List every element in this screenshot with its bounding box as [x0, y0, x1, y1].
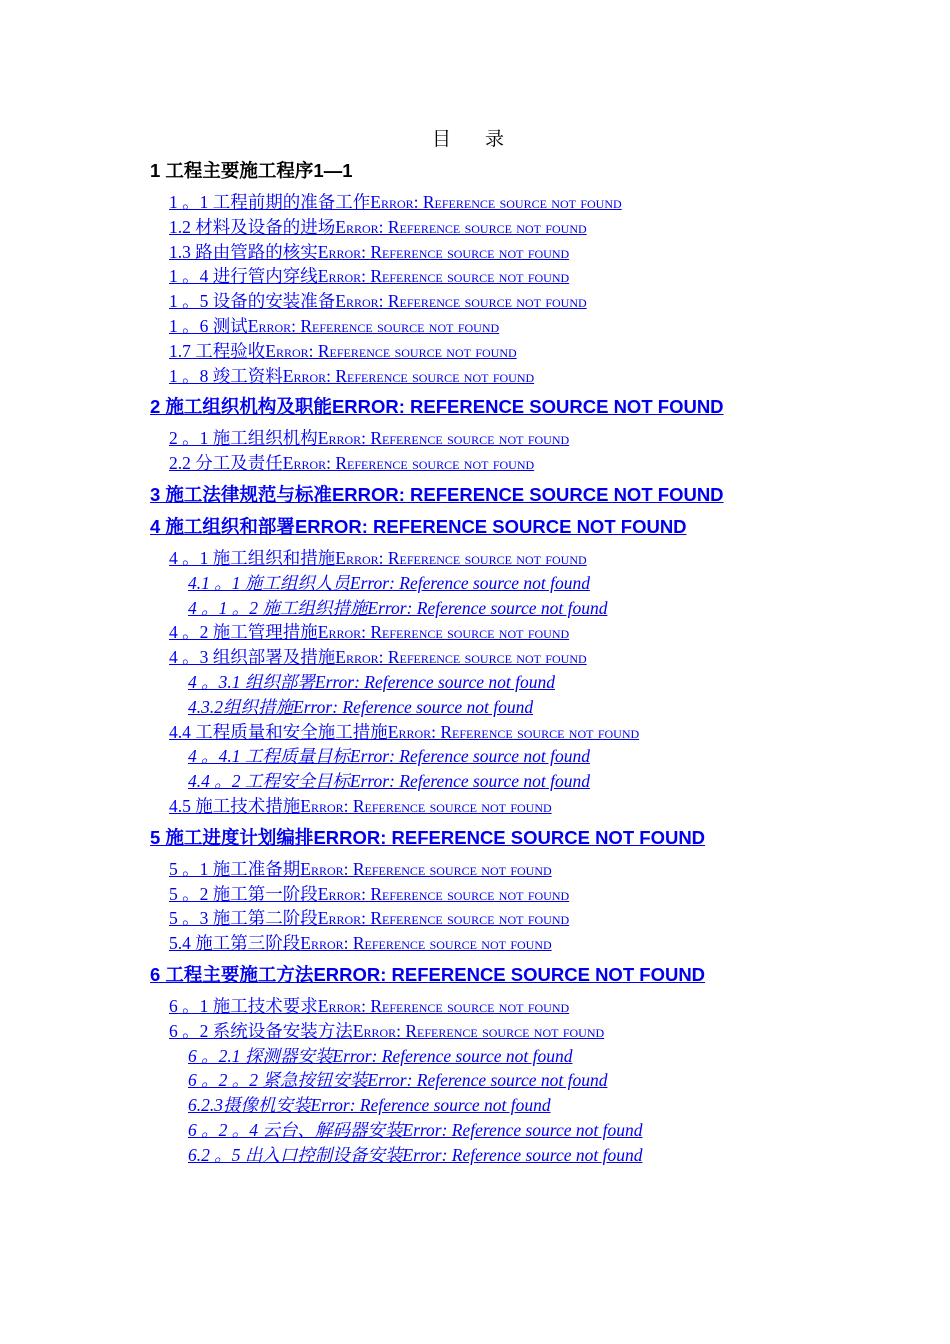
toc-entry-reference: Error: Reference source not found — [300, 933, 552, 954]
toc-entry-level2[interactable] — [150, 720, 910, 745]
toc-entry-label: 5 。1 施工准备期 — [169, 858, 301, 879]
toc-entry-label: 4.5 施工技术措施 — [169, 795, 301, 816]
toc-entry-level3[interactable] — [150, 596, 910, 621]
toc-entry-level3[interactable] — [150, 1093, 910, 1118]
toc-entry-label: 4.3.2组织措施 — [188, 696, 293, 717]
toc-entry-level1[interactable] — [150, 394, 910, 420]
toc-entry-label: 4 。4.1 工程质量目标 — [188, 746, 350, 767]
toc-entry-reference: Error: Reference source not found — [265, 340, 517, 361]
toc-entry-reference: Error: Reference source not found — [314, 671, 555, 692]
toc-entry-reference: Error: Reference source not found — [317, 883, 570, 904]
toc-entry-label: 6 。2.1 探测器安装 — [188, 1045, 333, 1066]
toc-entry-reference: Error: Reference source not found — [317, 908, 570, 929]
toc-entry-reference: Error: Reference source not found — [402, 1119, 643, 1140]
toc-entry-label: 6.2 。5 出入口控制设备安装 — [188, 1144, 403, 1165]
toc-entry-level2[interactable] — [150, 264, 910, 289]
toc-entry-reference: Error: Reference source not found — [367, 1070, 608, 1091]
toc-entry-reference: Error: Reference source not found — [349, 771, 590, 792]
toc-entry-label: 6 。2 。4 云台、解码器安装 — [188, 1119, 403, 1140]
toc-entry-label: 5 。2 施工第一阶段 — [169, 883, 318, 904]
toc-entry-label: 2 。1 施工组织机构 — [169, 428, 318, 449]
toc-entry-label: 4 。3 组织部署及措施 — [169, 647, 336, 668]
toc-entry-label: 3 施工法律规范与标准 — [150, 483, 332, 505]
toc-entry-level2[interactable] — [150, 620, 910, 645]
toc-entry-reference: Error: Reference source not found — [300, 795, 552, 816]
toc-entry-level1[interactable] — [150, 482, 910, 508]
toc-entry-level2[interactable] — [150, 339, 910, 364]
toc-entry-reference: Error: Reference source not found — [247, 315, 500, 336]
toc-entry-level3[interactable] — [150, 1044, 910, 1069]
toc-entry-label: 4.4 。2 工程安全目标 — [188, 771, 350, 792]
toc-entry-level3[interactable] — [150, 695, 910, 720]
toc-entry-level3[interactable] — [150, 1068, 910, 1093]
toc-entry-label: 1 。6 测试 — [169, 315, 248, 336]
toc-entry-level2[interactable] — [150, 546, 910, 571]
toc-entry-label: 6.2.3摄像机安装 — [188, 1095, 311, 1116]
toc-entry-level2[interactable] — [150, 289, 910, 314]
toc-entry-label: 1.2 材料及设备的进场 — [169, 216, 336, 237]
toc-entry-reference: Error: Reference source not found — [317, 995, 570, 1016]
toc-entry-reference: Error: Reference source not found — [387, 721, 640, 742]
toc-entry-reference: Error: Reference source not found — [352, 1020, 605, 1041]
toc-entry-reference: ERROR: REFERENCE SOURCE NOT FOUND — [294, 515, 687, 537]
toc-title: 目 录 — [431, 128, 519, 150]
toc-entry-label: 4.4 工程质量和安全施工措施 — [169, 721, 388, 742]
table-of-contents — [150, 158, 910, 1168]
toc-entry-level1[interactable] — [150, 514, 910, 540]
toc-entry-level2[interactable] — [150, 364, 910, 389]
toc-entry-label: 1.7 工程验收 — [169, 340, 266, 361]
toc-entry-label: 1 。4 进行管内穿线 — [169, 266, 318, 287]
toc-entry-reference: Error: Reference source not found — [335, 647, 587, 668]
toc-entry-reference: Error: Reference source not found — [300, 858, 552, 879]
toc-entry-level2[interactable] — [150, 994, 910, 1019]
toc-entry-reference: ERROR: REFERENCE SOURCE NOT FOUND — [331, 483, 724, 505]
toc-entry-level2[interactable] — [150, 882, 910, 907]
toc-entry-reference: Error: Reference source not found — [335, 291, 587, 312]
toc-entry-reference: Error: Reference source not found — [293, 696, 534, 717]
toc-entry-level2[interactable] — [150, 240, 910, 265]
toc-entry-label: 4 。1 施工组织和措施 — [169, 547, 336, 568]
toc-entry-reference: Error: Reference source not found — [370, 192, 622, 212]
toc-entry-label: 1 。5 设备的安装准备 — [169, 291, 336, 312]
toc-entry-level3[interactable] — [150, 744, 910, 769]
toc-entry-reference: Error: Reference source not found — [332, 1045, 573, 1066]
toc-entry-reference: ERROR: REFERENCE SOURCE NOT FOUND — [331, 396, 724, 418]
toc-entry-reference: Error: Reference source not found — [310, 1095, 551, 1116]
toc-entry-level1[interactable] — [150, 962, 910, 988]
toc-entry-level3[interactable] — [150, 571, 910, 596]
toc-entry-level3[interactable] — [150, 670, 910, 695]
toc-entry-label: 4 。1 。2 施工组织措施 — [188, 597, 368, 618]
toc-entry-label: 5.4 施工第三阶段 — [169, 933, 301, 954]
toc-entry-label: 6 工程主要施工方法 — [150, 963, 314, 985]
toc-entry-level2[interactable] — [150, 426, 910, 451]
toc-entry-reference: Error: Reference source not found — [402, 1144, 643, 1165]
toc-entry-reference: Error: Reference source not found — [282, 453, 535, 474]
toc-entry-label: 1 工程主要施工程序1—1 — [150, 160, 353, 181]
toc-entry-level3[interactable] — [150, 1143, 910, 1168]
toc-entry-reference: Error: Reference source not found — [335, 216, 587, 237]
toc-entry-reference: Error: Reference source not found — [317, 266, 570, 287]
toc-entry-level2[interactable] — [150, 645, 910, 670]
toc-entry-reference: Error: Reference source not found — [349, 746, 590, 767]
toc-entry-level2[interactable] — [150, 215, 910, 240]
toc-entry-level2[interactable] — [150, 794, 910, 819]
toc-entry-label: 6 。2 。2 紧急按钮安装 — [188, 1070, 368, 1091]
toc-entry-reference: Error: Reference source not found — [317, 241, 570, 262]
toc-entry-label: 4.1 。1 施工组织人员 — [188, 572, 350, 593]
toc-entry-reference: Error: Reference source not found — [349, 572, 590, 593]
toc-entry-reference: Error: Reference source not found — [317, 428, 570, 449]
toc-entry-label: 4 。2 施工管理措施 — [169, 622, 318, 643]
toc-entry-level2[interactable] — [150, 857, 910, 882]
toc-entry-label: 1.3 路由管路的核实 — [169, 241, 318, 262]
toc-entry-level3[interactable] — [150, 769, 910, 794]
toc-entry-reference: ERROR: REFERENCE SOURCE NOT FOUND — [313, 963, 706, 985]
toc-entry-level3[interactable] — [150, 1118, 910, 1143]
toc-entry-label: 2 施工组织机构及职能 — [150, 396, 332, 418]
toc-entry-label: 1 。8 竣工资料 — [169, 365, 283, 386]
toc-entry-level2[interactable] — [150, 314, 910, 339]
toc-entry-label: 6 。1 施工技术要求 — [169, 995, 318, 1016]
toc-entry-level2[interactable] — [150, 190, 910, 215]
toc-entry-reference: Error: Reference source not found — [367, 597, 608, 618]
toc-entry-reference: Error: Reference source not found — [317, 622, 570, 643]
toc-entry-level1[interactable] — [150, 158, 910, 184]
toc-entry-label: 4 。3.1 组织部署 — [188, 671, 315, 692]
toc-entry-reference: ERROR: REFERENCE SOURCE NOT FOUND — [313, 826, 706, 848]
toc-entry-label: 2.2 分工及责任 — [169, 453, 283, 474]
toc-entry-level2[interactable] — [150, 1019, 910, 1044]
toc-entry-label: 5 。3 施工第二阶段 — [169, 908, 318, 929]
toc-entry-reference: Error: Reference source not found — [335, 547, 587, 568]
toc-entry-level1[interactable] — [150, 825, 910, 851]
toc-entry-label: 6 。2 系统设备安装方法 — [169, 1020, 353, 1041]
toc-entry-level2[interactable] — [150, 906, 910, 931]
toc-entry-label: 1 。1 工程前期的准备工作 — [169, 192, 371, 212]
toc-entry-label: 5 施工进度计划编排 — [150, 826, 314, 848]
toc-entry-level2[interactable] — [150, 931, 910, 956]
toc-entry-reference: Error: Reference source not found — [282, 365, 535, 386]
toc-entry-label: 4 施工组织和部署 — [150, 515, 295, 537]
toc-entry-level2[interactable] — [150, 451, 910, 476]
